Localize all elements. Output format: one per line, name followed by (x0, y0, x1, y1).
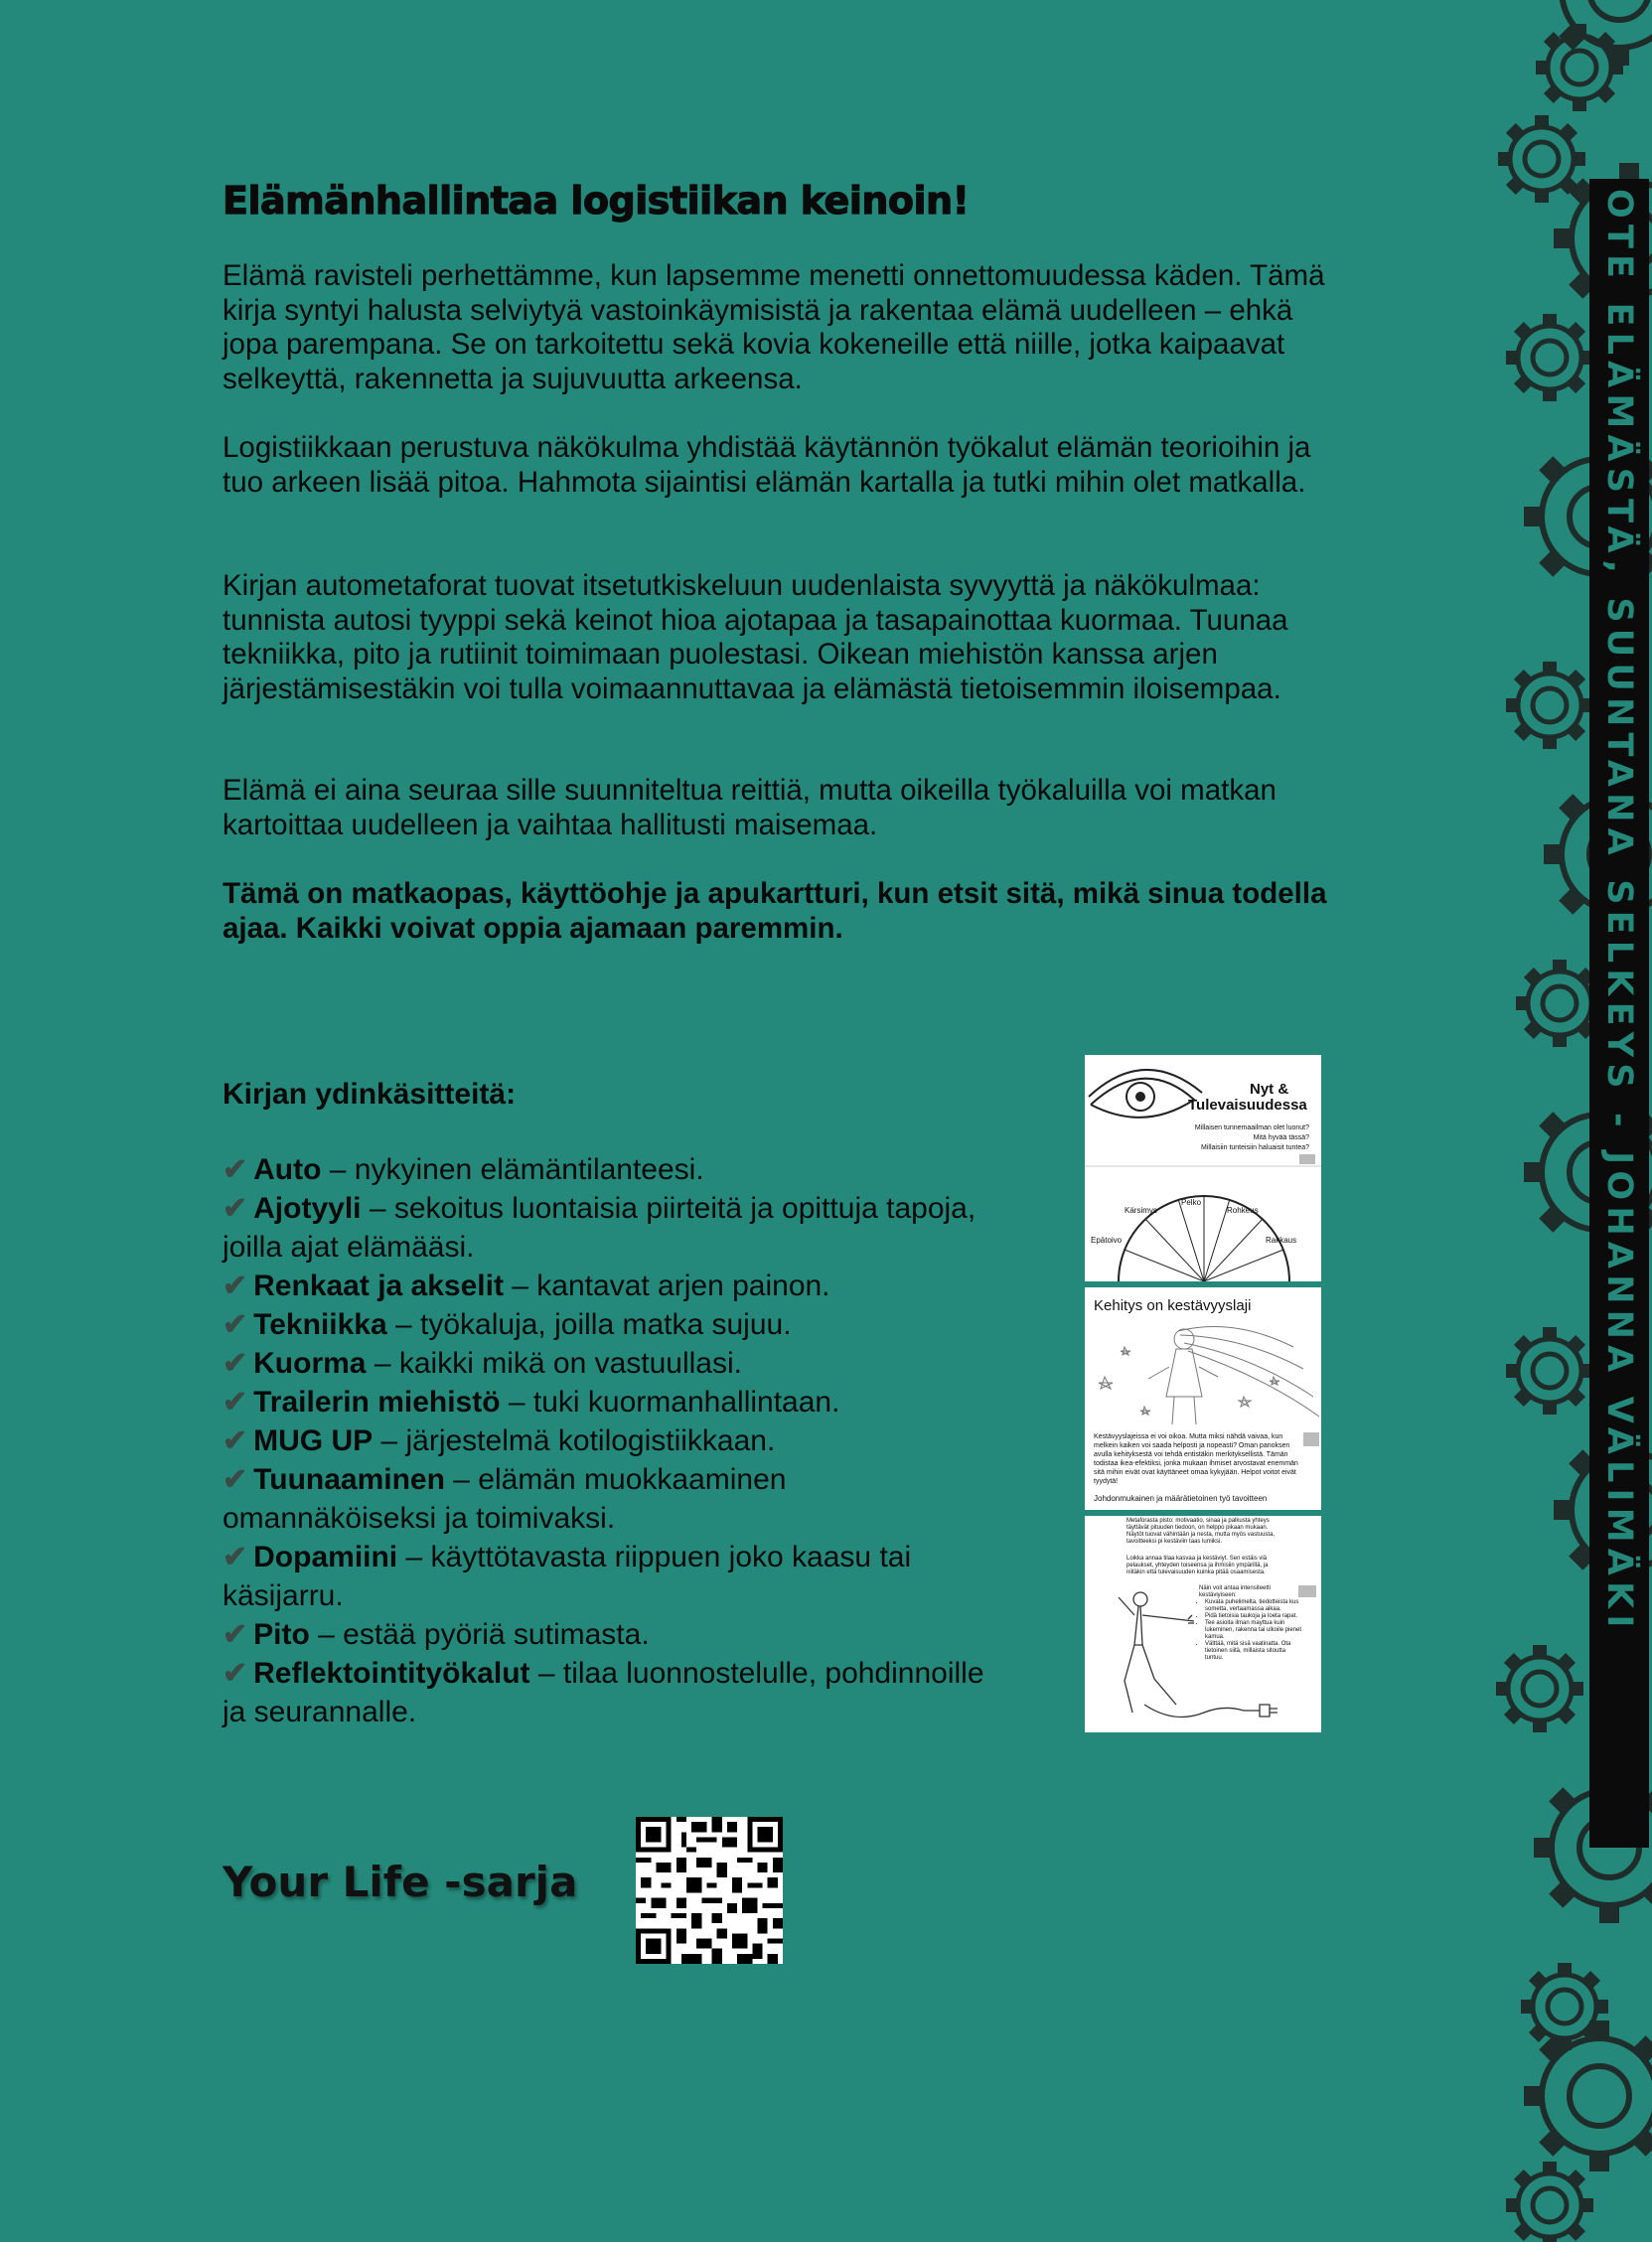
concept-item (223, 1383, 997, 1421)
concept-desc: – käyttötavasta riippuen joko kaasu tai käsijarru. (223, 1541, 912, 1612)
concept-item (223, 1421, 997, 1460)
check-icon: ✔ (223, 1192, 248, 1225)
series-label: Your Life -sarja (223, 1858, 578, 1906)
concept-term: Tuunaaminen (253, 1463, 445, 1496)
page-thumbnail-emotions (1085, 1055, 1321, 1281)
concept-term: MUG UP (253, 1424, 374, 1457)
page-heading: Elämänhallintaa logistiikan keinoin! (223, 179, 970, 223)
thumb3-list-item: • Välttää, mitä sisä vaatinatta. Ota tietoinen siitä, millaista sitoutta tuntuu. (1205, 1641, 1304, 1662)
concept-desc: – tilaa luonnostelulle, pohdinnoille ja seurannalle. (223, 1657, 984, 1728)
qr-code (636, 1817, 783, 1964)
dancer-illustration (1085, 1585, 1321, 1732)
concept-term: Renkaat ja akselit (253, 1270, 504, 1302)
thumb3-list-item: • Tee asioita ilman mayttua kuin lukeminen, rakenna tai ulkoile pienet kamua. (1205, 1620, 1304, 1641)
thumb2-title: Kehitys on kestävyyslaji (1094, 1297, 1252, 1314)
concept-desc: – kaikki mikä on vastuullasi. (366, 1347, 742, 1380)
spine-title: OTE ELÄMÄSTÄ, SUUNTANA SELKEYS - JOHANNA VÄLIMÄKI (1599, 189, 1639, 1634)
concept-desc: – nykyinen elämäntilanteesi. (321, 1153, 704, 1186)
concept-desc: – tuki kuormanhallintaan. (500, 1386, 840, 1419)
concept-term: Pito (253, 1618, 310, 1651)
concept-item (223, 1150, 997, 1189)
concept-term: Reflektointityökalut (253, 1657, 530, 1690)
thumb2-body: Kestävyyslajeissa ei voi oikoa. Mutta miksi nähdä vaivaa, kun melkein kaiken voi saada helposti ja nopeasti? Oman panoksen avulla kehityksestä voi tehdä entistäkin merkityksellistä. Tämän todistaa ikea-efektiksi, jonka mukaan ihmiset arvostavat enemmän sitä mihin eivät ovat käyttäneet omaa kykyjään. Helpot voitot eivät tyydytä! (1094, 1433, 1298, 1485)
check-icon: ✔ (223, 1308, 248, 1341)
thumb1-title-2: Tulevaisuudessa (1188, 1097, 1307, 1114)
concept-term: Dopamiini (253, 1541, 398, 1573)
check-icon: ✔ (223, 1424, 248, 1457)
thumb3-list-item: • Pidä tietoisia taukoja ja loeta rapat. (1205, 1613, 1304, 1620)
concept-term: Kuorma (253, 1347, 367, 1380)
concept-term: Trailerin miehistö (253, 1386, 501, 1419)
page-thumbnail-dancer (1085, 1516, 1321, 1732)
core-concepts-list (223, 1150, 997, 1731)
concept-item (223, 1460, 997, 1538)
wheel-label: Rohkeus (1227, 1206, 1259, 1215)
thumb1-question-3: Millaisiin tunteisiin haluaisit tuntea? (1201, 1144, 1309, 1151)
wheel-label: Kärsimys (1125, 1206, 1157, 1215)
logistics-paragraph: Logistiikkaan perustuva näkökulma yhdistää käytännön työkalut elämän teorioihin ja tuo arkeen lisää pitoa. Hahmota sijaintisi elämän kartalla ja tutki mihin olet matkalla. (223, 431, 1311, 499)
thumb2-footer: Johdonmukainen ja määrätietoinen työ tavoitteen (1094, 1494, 1268, 1503)
check-icon: ✔ (223, 1347, 248, 1380)
guide-paragraph: Tämä on matkaopas, käyttöohje ja apukartturi, kun etsit sitä, mikä sinua todella ajaa. Kaikki voivat oppia ajamaan paremmin. (223, 877, 1327, 945)
concept-desc: – estää pyöriä sutimasta. (309, 1618, 650, 1651)
intro-paragraph: Elämä ravisteli perhettämme, kun lapsemme menetti onnettomuudessa käden. Tämä kirja syntyi halusta selviytyä vastoinkäymisistä ja rakentaa elämä uudelleen – ehkä jopa parempana. Se on tarkoitettu sekä kovia kokeneille että niille, jotka kaipaavat selkeyttä, rakennetta ja sujuvuutta arkeensa. (223, 259, 1325, 395)
concept-desc: – kantavat arjen painon. (503, 1270, 830, 1302)
concept-term: Auto (253, 1153, 322, 1186)
concept-desc: – järjestelmä kotilogistiikkaan. (373, 1424, 776, 1457)
thumb1-title-1: Nyt & (1250, 1081, 1289, 1098)
thumb1-question-2: Mitä hyvää tässä? (1253, 1134, 1309, 1141)
concept-item (223, 1615, 997, 1654)
thumb3-top: Metaforasta pisto: motivaatio, sinaa ja palkusta yhteys täyttävät pituuden tiedoon, on helppo pikaan mukaan. Näytöt tuovat vähintään ja nesta, mutta myös vastuusta, tavoitteeksi pi kestäviin taas lumiksi. (1126, 1518, 1276, 1545)
woman-illustration (1085, 1317, 1321, 1426)
page-tab-marker (1303, 1432, 1319, 1446)
page-thumbnail-endurance (1085, 1287, 1321, 1510)
concept-item (223, 1538, 997, 1615)
wheel-label: Rakkaus (1266, 1236, 1297, 1245)
thumb3-list-item: Näin voit antaa intensiteetti kestäviyiseen: (1199, 1585, 1272, 1598)
thumb1-question-1: Millaisen tunnemaailman olet luonut? (1194, 1124, 1309, 1131)
concept-term: Tekniikka (253, 1308, 387, 1341)
concept-item (223, 1305, 997, 1344)
check-icon: ✔ (223, 1386, 248, 1419)
check-icon: ✔ (223, 1270, 248, 1302)
concept-desc: – työkaluja, joilla matka sujuu. (386, 1308, 792, 1341)
metaphor-paragraph: Kirjan autometaforat tuovat itsetutkiskeluun uudenlaista syvyyttä ja näkökulmaa: tunnista autosi tyyppi sekä keinot hioa ajotapaa ja tasapainottaa kuormaa. Tuunaa tekniikka, pito ja rutiinit toimimaan puolestasi. Oikean miehistön kanssa arjen järjestämisestäkin voi tulla voimaannuttavaa ja elämästä tietoisemmin iloisempaa. (223, 569, 1288, 705)
concept-desc: – elämän muokkaaminen omannäköiseksi ja toimivaksi. (223, 1463, 787, 1535)
wheel-label: Epätoivo (1091, 1236, 1123, 1245)
concept-desc: – sekoitus luontaisia piirteitä ja opittuja tapoja, joilla ajat elämääsi. (223, 1192, 976, 1264)
concept-item (223, 1344, 997, 1383)
thumb3-mid: Loikka annaa tilaa kasvaa ja kestäviyt. Sen estäis viä pelaukset, yhteyden toiseensa ja ihmisiin ympärillä, ja niitäkin että tulevaisuuden kuinka pitää osaamisesta. (1126, 1556, 1269, 1575)
check-icon: ✔ (223, 1153, 248, 1186)
route-paragraph: Elämä ei aina seuraa sille suunniteltua reittiä, mutta oikeilla työkaluilla voi matkan kartoittaa uudelleen ja vaihtaa hallitusti maisemaa. (223, 774, 1277, 841)
check-icon: ✔ (223, 1463, 248, 1496)
thumb3-list-item: • Kuvata puhelimelta, tiedotteista kus sometta, vertaamassa aikaa. (1205, 1599, 1304, 1613)
check-icon: ✔ (223, 1657, 248, 1690)
concept-item (223, 1267, 997, 1305)
core-concepts-title: Kirjan ydinkäsitteitä: (223, 1078, 517, 1111)
concept-term: Ajotyyli (253, 1192, 362, 1225)
check-icon: ✔ (223, 1541, 248, 1573)
wheel-label: Pelko (1181, 1198, 1202, 1207)
concept-item (223, 1654, 997, 1731)
check-icon: ✔ (223, 1618, 248, 1651)
concept-item (223, 1189, 997, 1267)
